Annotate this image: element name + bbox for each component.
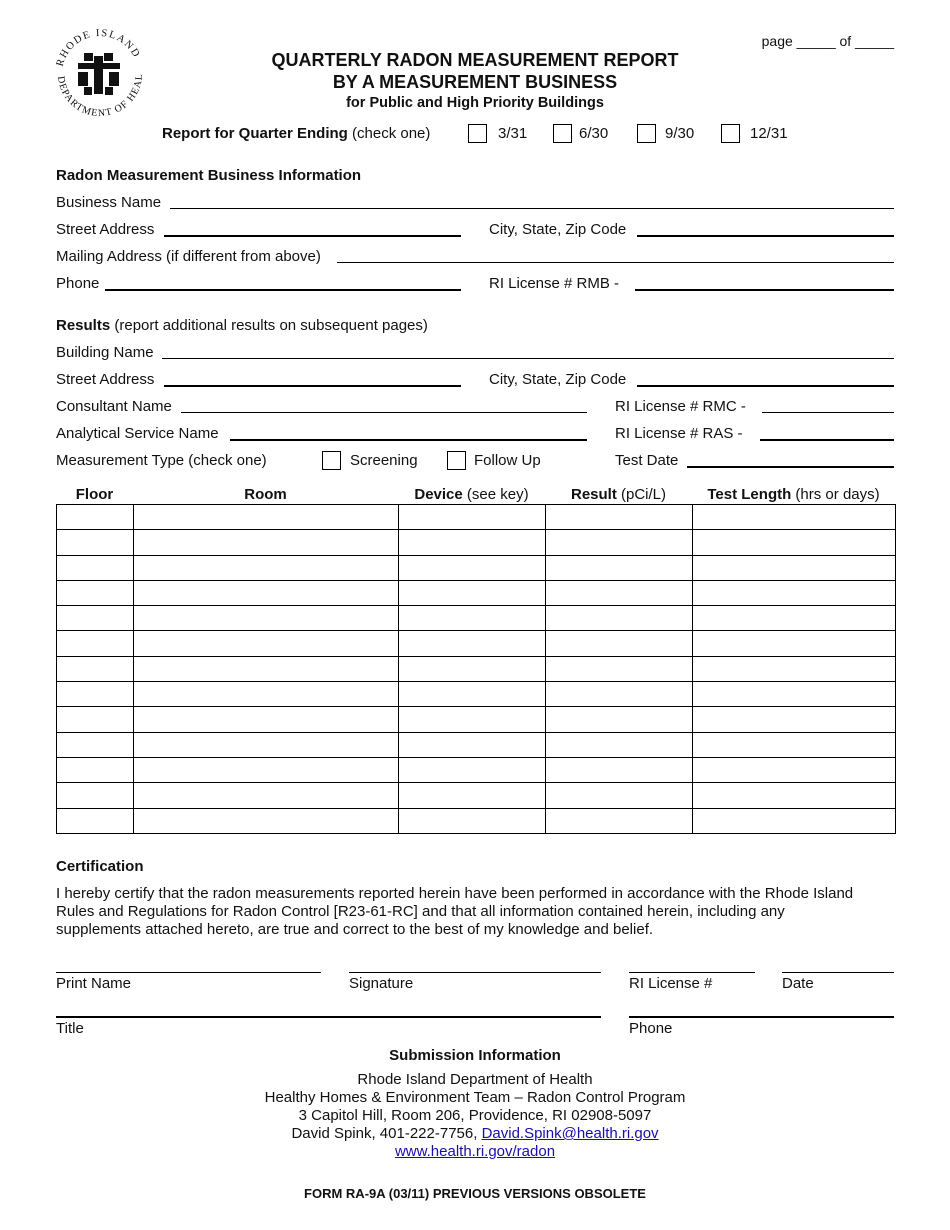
cell-room[interactable] bbox=[134, 808, 399, 833]
column-header-floor bbox=[56, 486, 133, 503]
cell-result[interactable] bbox=[546, 580, 693, 605]
cell-test-length[interactable] bbox=[693, 606, 896, 631]
cell-device[interactable] bbox=[399, 530, 546, 555]
quarter-label bbox=[162, 125, 430, 142]
cell-room[interactable] bbox=[134, 530, 399, 555]
cell-floor[interactable] bbox=[57, 732, 134, 757]
test-date-label: Test Date bbox=[615, 452, 679, 469]
quarter-label-bold: Report for Quarter Ending bbox=[162, 125, 348, 142]
cell-result[interactable] bbox=[546, 606, 693, 631]
contact-text: David Spink, 401-222-7756, bbox=[291, 1125, 482, 1142]
cell-test-length[interactable] bbox=[693, 555, 896, 580]
title-field[interactable] bbox=[56, 1016, 601, 1018]
website-link[interactable]: www.health.ri.gov/radon bbox=[394, 1143, 556, 1160]
signer-phone-label: Phone bbox=[629, 1020, 673, 1037]
submission-heading: Submission Information bbox=[389, 1047, 561, 1064]
analytical-service-field[interactable] bbox=[230, 439, 587, 441]
cell-test-length[interactable] bbox=[693, 656, 896, 681]
business-city-label: City, State, Zip Code bbox=[489, 221, 627, 238]
cell-device[interactable] bbox=[399, 580, 546, 605]
form-title-line2: BY A MEASUREMENT BUSINESS bbox=[332, 72, 618, 92]
column-header-room bbox=[133, 486, 398, 503]
cell-result[interactable] bbox=[546, 631, 693, 656]
quarter-checkbox-3-31[interactable] bbox=[468, 124, 487, 143]
submission-line: Rhode Island Department of Health bbox=[357, 1071, 593, 1088]
certification-text-line: supplements attached hereto, are true and correct to the best of my knowledge and belief. bbox=[56, 921, 654, 938]
table-row bbox=[57, 682, 896, 707]
header-rest: (pCi/L) bbox=[616, 486, 667, 503]
measurement-type-label: Measurement Type (check one) bbox=[56, 452, 267, 469]
header-bold: Floor bbox=[75, 486, 114, 503]
header-rest: (hrs or days) bbox=[791, 486, 880, 503]
cell-room[interactable] bbox=[134, 757, 399, 782]
results-table bbox=[56, 504, 896, 834]
business-name-field[interactable] bbox=[170, 208, 894, 209]
page-number-field[interactable]: page _____ of _____ bbox=[761, 33, 894, 49]
submission-contact bbox=[0, 1125, 950, 1142]
header-bold: Test Length bbox=[707, 486, 792, 503]
cell-floor[interactable] bbox=[57, 530, 134, 555]
table-row bbox=[57, 631, 896, 656]
cell-device[interactable] bbox=[399, 707, 546, 732]
signer-license-field[interactable] bbox=[629, 972, 755, 973]
cell-room[interactable] bbox=[134, 707, 399, 732]
mailing-address-label: Mailing Address (if different from above) bbox=[56, 248, 321, 265]
cell-test-length[interactable] bbox=[693, 530, 896, 555]
ras-license-field[interactable] bbox=[760, 439, 894, 441]
cell-test-length[interactable] bbox=[693, 783, 896, 808]
column-header-device bbox=[398, 486, 545, 503]
consultant-name-label: Consultant Name bbox=[56, 398, 172, 415]
business-phone-label: Phone bbox=[56, 275, 100, 292]
cell-result[interactable] bbox=[546, 505, 693, 530]
quarter-checkbox-12-31[interactable] bbox=[721, 124, 740, 143]
cell-test-length[interactable] bbox=[693, 580, 896, 605]
cell-test-length[interactable] bbox=[693, 631, 896, 656]
form-id-footer: FORM RA-9A (03/11) PREVIOUS VERSIONS OBSOLETE bbox=[304, 1186, 646, 1201]
cell-result[interactable] bbox=[546, 783, 693, 808]
cell-result[interactable] bbox=[546, 757, 693, 782]
column-header-test-length bbox=[692, 486, 895, 503]
email-link[interactable]: David.Spink@health.ri.gov bbox=[481, 1125, 659, 1142]
cell-floor[interactable] bbox=[57, 808, 134, 833]
cell-result[interactable] bbox=[546, 656, 693, 681]
cell-room[interactable] bbox=[134, 505, 399, 530]
submission-line: 3 Capitol Hill, Room 206, Providence, RI 02908-5097 bbox=[298, 1107, 652, 1124]
ras-license-label: RI License # RAS - bbox=[615, 425, 743, 442]
cell-test-length[interactable] bbox=[693, 732, 896, 757]
print-name-label: Print Name bbox=[56, 975, 132, 992]
table-row bbox=[57, 757, 896, 782]
screening-checkbox[interactable] bbox=[322, 451, 341, 470]
certification-text-line: I hereby certify that the radon measurements reported herein have been performed in accordance with the Rhode Island bbox=[56, 885, 854, 902]
cell-room[interactable] bbox=[134, 732, 399, 757]
cell-result[interactable] bbox=[546, 732, 693, 757]
business-street-field[interactable] bbox=[164, 235, 461, 237]
rmc-license-label: RI License # RMC - bbox=[615, 398, 746, 415]
table-row bbox=[57, 707, 896, 732]
table-row bbox=[57, 656, 896, 681]
svg-text:RHODE ISLAND: RHODE ISLAND bbox=[54, 27, 143, 68]
cell-floor[interactable] bbox=[57, 707, 134, 732]
cell-test-length[interactable] bbox=[693, 707, 896, 732]
cell-room[interactable] bbox=[134, 682, 399, 707]
building-city-field[interactable] bbox=[637, 385, 894, 387]
cell-device[interactable] bbox=[399, 682, 546, 707]
building-name-field[interactable] bbox=[162, 358, 894, 359]
rmc-license-field[interactable] bbox=[762, 412, 894, 413]
cell-result[interactable] bbox=[546, 682, 693, 707]
signer-phone-field[interactable] bbox=[629, 1016, 894, 1018]
date-field[interactable] bbox=[782, 972, 894, 973]
signer-license-label: RI License # bbox=[629, 975, 713, 992]
building-city-label: City, State, Zip Code bbox=[489, 371, 627, 388]
cell-device[interactable] bbox=[399, 757, 546, 782]
table-row bbox=[57, 783, 896, 808]
building-street-label: Street Address bbox=[56, 371, 155, 388]
cell-room[interactable] bbox=[134, 580, 399, 605]
table-row bbox=[57, 555, 896, 580]
cell-room[interactable] bbox=[134, 631, 399, 656]
table-row bbox=[57, 808, 896, 833]
cell-device[interactable] bbox=[399, 732, 546, 757]
quarter-option-label: 6/30 bbox=[579, 125, 609, 142]
rmb-license-label: RI License # RMB - bbox=[489, 275, 620, 292]
cell-device[interactable] bbox=[399, 555, 546, 580]
cell-test-length[interactable] bbox=[693, 682, 896, 707]
business-section-heading: Radon Measurement Business Information bbox=[56, 167, 362, 184]
rmb-license-field[interactable] bbox=[635, 289, 894, 291]
submission-line: Healthy Homes & Environment Team – Radon Control Program bbox=[264, 1089, 686, 1106]
title-label: Title bbox=[56, 1020, 84, 1037]
mailing-address-field[interactable] bbox=[337, 262, 894, 263]
cell-device[interactable] bbox=[399, 505, 546, 530]
cell-floor[interactable] bbox=[57, 757, 134, 782]
quarter-checkbox-6-30[interactable] bbox=[553, 124, 572, 143]
cell-result[interactable] bbox=[546, 808, 693, 833]
form-title-line1: QUARTERLY RADON MEASUREMENT REPORT bbox=[271, 50, 679, 70]
table-row bbox=[57, 530, 896, 555]
table-row bbox=[57, 505, 896, 530]
cell-room[interactable] bbox=[134, 555, 399, 580]
signature-label: Signature bbox=[349, 975, 414, 992]
cell-floor[interactable] bbox=[57, 682, 134, 707]
quarter-option-label: 3/31 bbox=[498, 125, 528, 142]
follow-up-checkbox[interactable] bbox=[447, 451, 466, 470]
certification-text-line: Rules and Regulations for Radon Control [R23-61-RC] and that all information contained herein, including any bbox=[56, 903, 785, 920]
results-section-heading bbox=[56, 317, 428, 334]
header-rest: (see key) bbox=[462, 486, 529, 503]
table-row bbox=[57, 732, 896, 757]
cell-result[interactable] bbox=[546, 707, 693, 732]
cell-room[interactable] bbox=[134, 606, 399, 631]
certification-heading: Certification bbox=[56, 858, 144, 875]
results-heading-bold: Results bbox=[56, 317, 111, 334]
quarter-label-rest: (check one) bbox=[352, 125, 431, 142]
print-name-field[interactable] bbox=[56, 972, 321, 973]
cell-floor[interactable] bbox=[57, 606, 134, 631]
cell-device[interactable] bbox=[399, 783, 546, 808]
business-name-label: Business Name bbox=[56, 194, 162, 211]
cell-room[interactable] bbox=[134, 656, 399, 681]
svg-text:DEPARTMENT OF HEALTH: DEPARTMENT OF HEAL bbox=[54, 73, 146, 120]
quarter-checkbox-9-30[interactable] bbox=[637, 124, 656, 143]
quarter-option-label: 9/30 bbox=[665, 125, 695, 142]
column-header-result bbox=[545, 486, 692, 503]
website-line bbox=[0, 1143, 950, 1160]
cell-floor[interactable] bbox=[57, 505, 134, 530]
quarter-option-label: 12/31 bbox=[750, 125, 788, 142]
cell-test-length[interactable] bbox=[693, 757, 896, 782]
table-row bbox=[57, 580, 896, 605]
business-street-label: Street Address bbox=[56, 221, 155, 238]
cell-device[interactable] bbox=[399, 631, 546, 656]
screening-label: Screening bbox=[350, 452, 418, 469]
business-city-field[interactable] bbox=[637, 235, 894, 237]
cell-floor[interactable] bbox=[57, 555, 134, 580]
table-row bbox=[57, 606, 896, 631]
business-phone-field[interactable] bbox=[105, 289, 461, 291]
consultant-name-field[interactable] bbox=[181, 412, 587, 413]
cell-device[interactable] bbox=[399, 606, 546, 631]
header-bold: Room bbox=[244, 486, 287, 503]
building-name-label: Building Name bbox=[56, 344, 154, 361]
analytical-service-label: Analytical Service Name bbox=[56, 425, 219, 442]
cell-test-length[interactable] bbox=[693, 505, 896, 530]
building-street-field[interactable] bbox=[164, 385, 461, 387]
cell-floor[interactable] bbox=[57, 631, 134, 656]
cell-floor[interactable] bbox=[57, 783, 134, 808]
date-label: Date bbox=[782, 975, 814, 992]
header-bold: Device bbox=[414, 486, 463, 503]
cell-result[interactable] bbox=[546, 530, 693, 555]
signature-field[interactable] bbox=[349, 972, 601, 973]
form-subtitle: for Public and High Priority Buildings bbox=[346, 95, 604, 111]
follow-up-label: Follow Up bbox=[474, 452, 541, 469]
cell-floor[interactable] bbox=[57, 656, 134, 681]
cell-test-length[interactable] bbox=[693, 808, 896, 833]
cell-device[interactable] bbox=[399, 808, 546, 833]
cell-room[interactable] bbox=[134, 783, 399, 808]
cell-device[interactable] bbox=[399, 656, 546, 681]
results-heading-rest: (report additional results on subsequent pages) bbox=[114, 317, 428, 334]
cell-floor[interactable] bbox=[57, 580, 134, 605]
cell-result[interactable] bbox=[546, 555, 693, 580]
test-date-field[interactable] bbox=[687, 466, 894, 468]
header-bold: Result bbox=[570, 486, 617, 503]
